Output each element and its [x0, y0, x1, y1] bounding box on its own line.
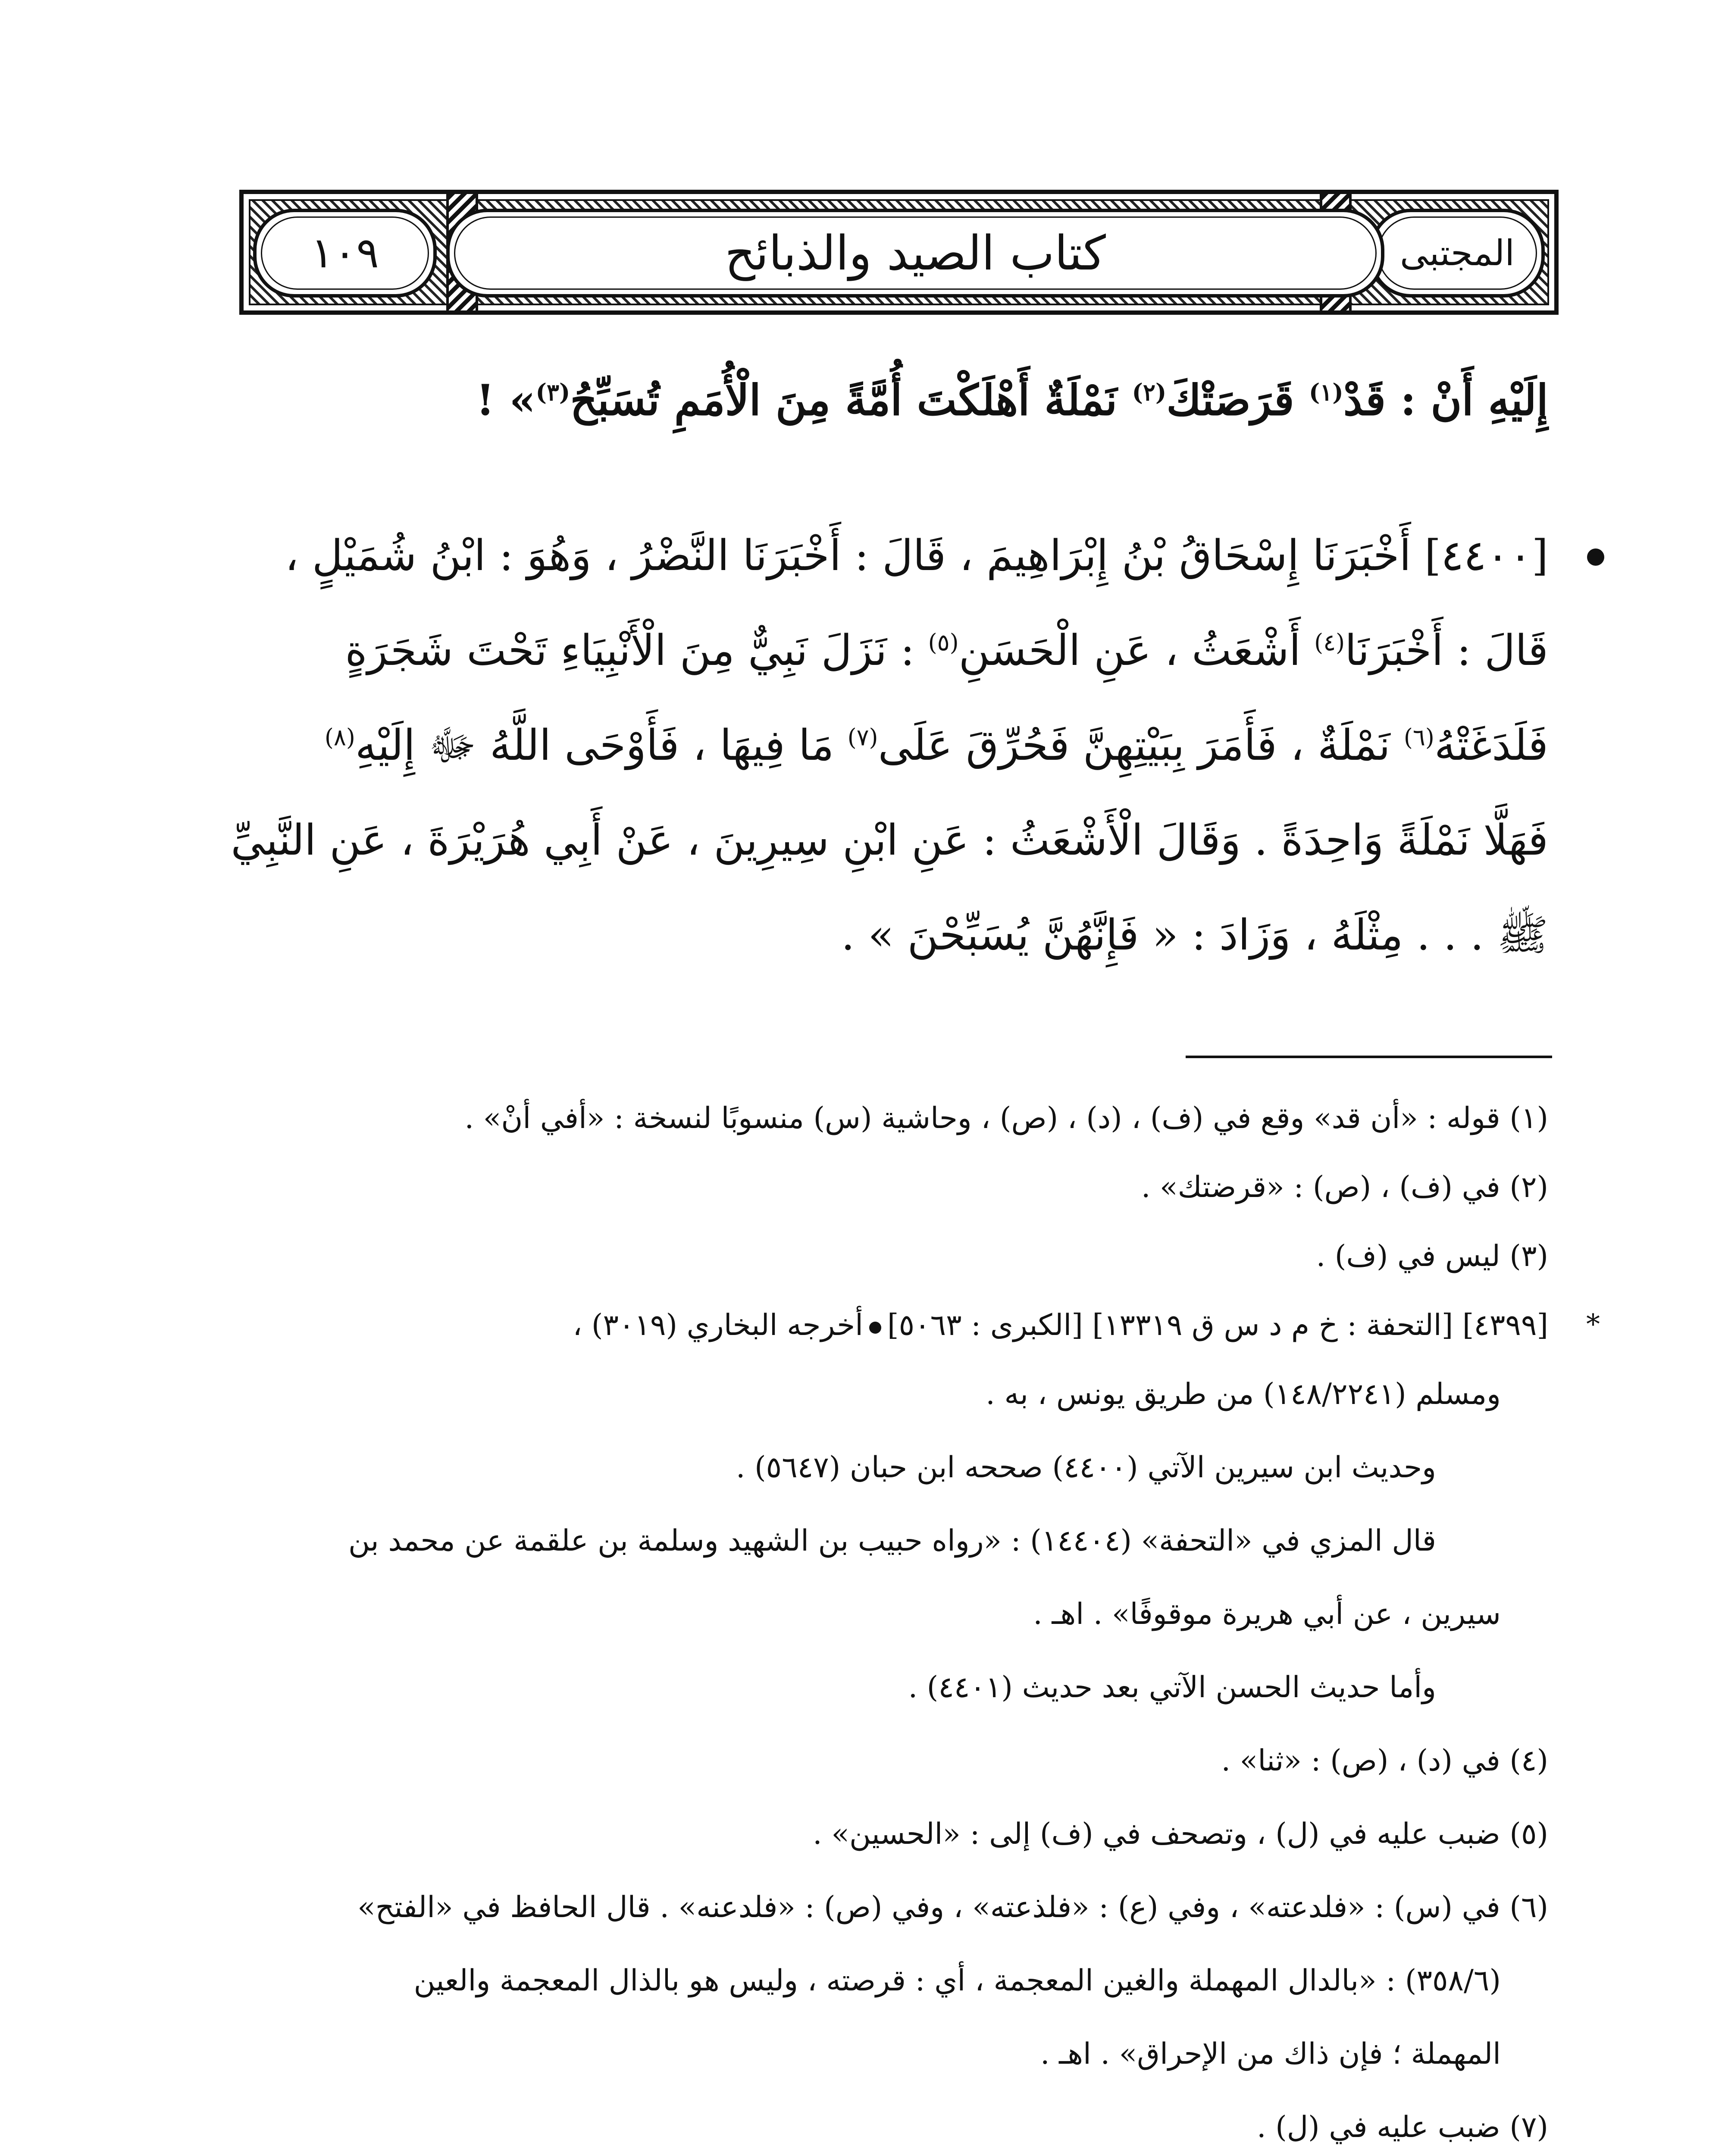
- takhrij-line-4: قال المزي في «التحفة» (١٤٤٠٤) : «رواه حبيب بن الشهيد وسلمة بن علقمة عن محمد بن: [348, 1524, 1436, 1558]
- footnote-2: (٢) في (ف) ، (ص) : «قرضتك» .: [1141, 1170, 1548, 1204]
- takhrij-line-3: وحديث ابن سيرين الآتي (٤٤٠٠) صححه ابن حبان (٥٦٤٧) .: [736, 1451, 1436, 1485]
- footnote-1: (١) قوله : «أن قد» وقع في (ف) ، (د) ، (ص) ، وحاشية (س) منسوبًا لنسخة : «أفي أنْ» .: [464, 1101, 1548, 1135]
- text-line-5: فَهَلَّا نَمْلَةً وَاحِدَةً . وَقَالَ الْأَشْعَثُ : عَنِ ابْنِ سِيرِينَ ، عَنْ أَبِي هُرَيْرَةَ ، عَنِ النَّبِيِّ: [231, 816, 1548, 865]
- takhrij-4399: [177, 1308, 1548, 1342]
- text-line-1: إِلَيْهِ أَنْ : قَدْ$^{(١)}$ قَرَصَتْكَ$^{(٢)}$ نَمْلَةٌ أَهْلَكْتَ أُمَّةً مِنَ الْأُمَمِ تُسَبِّحُ$^{(٣)}$» !: [476, 376, 1548, 425]
- page-number-cartouche: [253, 209, 437, 298]
- book-name-cartouche: [1370, 209, 1545, 298]
- text-line-2: [٤٤٠٠] أَخْبَرَنَا إِسْحَاقُ بْنُ إِبْرَاهِيمَ ، قَالَ : أَخْبَرَنَا النَّضْرُ ، وَهُوَ : ابْنُ شُمَيْلٍ ،: [285, 531, 1548, 580]
- footnote-6-cont-1: (٣٥٨/٦) : «بالدال المهملة والغين المعجمة ، أي : قرصته ، وليس هو بالذال المعجمة والعين: [413, 1964, 1501, 1998]
- takhrij-4399-refs: [٤٣٩٩] [التحفة : خ م د س ق ١٣٣١٩] [الكبرى : ٥٠٦٣]: [887, 1308, 1548, 1342]
- text-line-4: فَلَدَغَتْهُ$^{(٦)}$ نَمْلَةٌ ، فَأَمَرَ بِبَيْتِهِنَّ فَحُرِّقَ عَلَى$^{(٧)}$ مَا فِيهَا ، فَأَوْحَى اللَّهُ ﷻ إِلَيْهِ$^{(٨)}$: [324, 721, 1548, 770]
- page-number: ١٠٩: [311, 229, 379, 278]
- book-name: المجتبى: [1400, 232, 1515, 274]
- takhrij-line-6: وأما حديث الحسن الآتي بعد حديث (٤٤٠١) .: [908, 1670, 1436, 1705]
- takhrij-line-2: ومسلم (١٤٨/٢٢٤١) من طريق يونس ، به .: [986, 1377, 1501, 1411]
- bullet-icon: [869, 1322, 881, 1334]
- footnote-divider: [1186, 1056, 1552, 1058]
- chapter-title-cartouche: [446, 209, 1384, 298]
- footnote-6-cont-2: المهملة ؛ فإن ذاك من الإحراق» . اهـ .: [1040, 2037, 1501, 2071]
- footnote-4: (٤) في (د) ، (ص) : «ثنا» .: [1221, 1744, 1548, 1778]
- takhrij-4399-source: أخرجه البخاري (٣٠١٩) ،: [573, 1308, 864, 1342]
- footnote-5: (٥) ضبب عليه في (ل) ، وتصحف في (ف) إلى : «الحسين» .: [813, 1817, 1548, 1851]
- running-header: [239, 190, 1559, 315]
- star-icon: *: [1586, 1309, 1600, 1341]
- text-line-3: قَالَ : أَخْبَرَنَا$^{(٤)}$ أَشْعَثُ ، عَنِ الْحَسَنِ$^{(٥)}$ : نَزَلَ نَبِيٌّ مِنَ الْأَنْبِيَاءِ تَحْتَ شَجَرَةٍ: [345, 626, 1548, 675]
- chapter-title: كتاب الصيد والذبائح: [725, 226, 1106, 281]
- footnote-6: (٦) في (س) : «فلدعته» ، وفي (ع) : «فلذعته» ، وفي (ص) : «فلدعنه» . قال الحافظ في «الفتح»: [357, 1890, 1548, 1924]
- hadith-bullet: [1587, 548, 1604, 566]
- takhrij-line-5: سيرين ، عن أبي هريرة موقوفًا» . اهـ .: [1033, 1597, 1501, 1631]
- footnote-3: (٣) ليس في (ف) .: [1316, 1239, 1548, 1273]
- footnote-7: (٧) ضبب عليه في (ل) .: [1256, 2110, 1548, 2144]
- text-line-6: ﷺ . . . مِثْلَهُ ، وَزَادَ : « فَإِنَّهُنَّ يُسَبِّحْنَ » .: [841, 911, 1548, 960]
